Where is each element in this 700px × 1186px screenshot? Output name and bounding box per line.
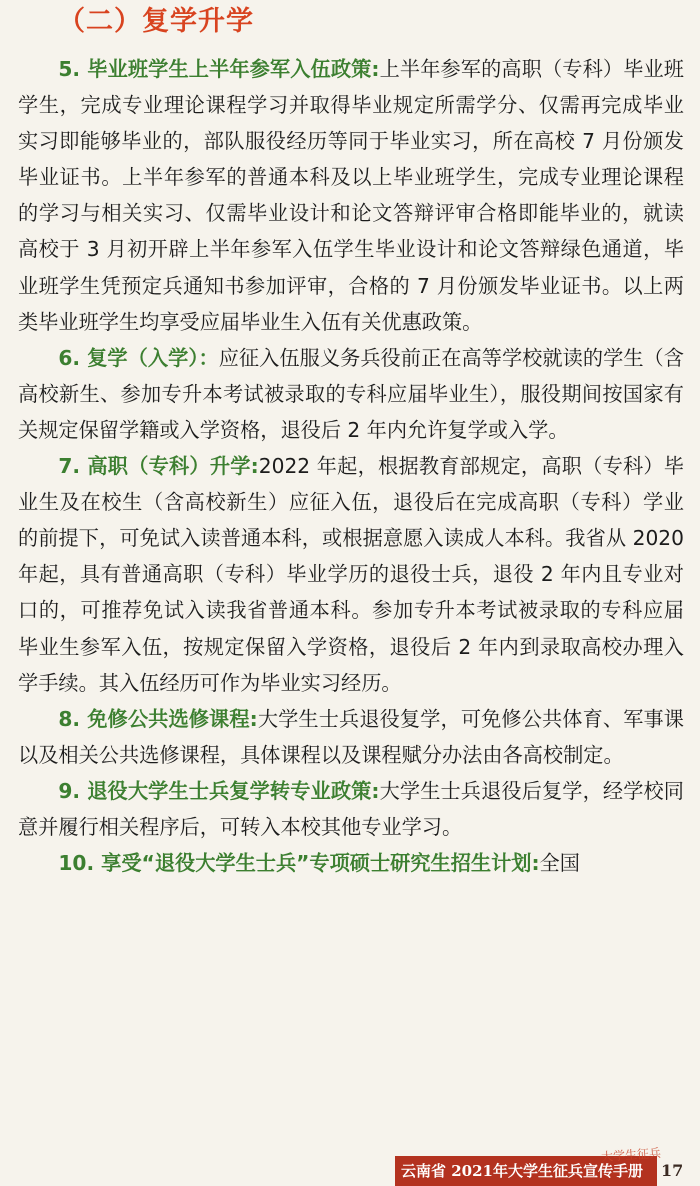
policy-heading: 10. 享受“退役大学生士兵”专项硕士研究生招生计划: <box>58 851 540 876</box>
policy-body: 大学生士兵退役复学，可免修公共体育、军事课以及相关公共选修课程，具体课程以及课程赋分办法由各高校制定。 <box>18 706 684 767</box>
policy-body: 全国 <box>539 851 580 876</box>
policy-body: 上半年参军的高职（专科）毕业班学生，完成专业理论课程学习并取得毕业规定所需学分、仅需再完成毕业实习即能够毕业的，部队服役经历等同于毕业实习，所在高校 7 月份颁发毕业证书。上半年参军的普通本科及以上毕业班学生，完成专业理论课程的学习与相关实习、仅需毕业设计和论文答辩评审合格即能毕业的，就读高校于 3 月初开辟上半年参军入伍学生毕业设计和论文答辩绿色通道，毕业班学生凭预定兵通知书参加评审，合格的 7 月份颁发毕业证书。以上两类毕业班学生均享受应届毕业生入伍有关优惠政策。 <box>18 57 684 334</box>
policy-item-6 <box>18 340 684 448</box>
policy-item-8 <box>18 701 684 773</box>
policy-heading: 9. 退役大学生士兵复学转专业政策: <box>58 778 380 803</box>
handbook-footer <box>395 1146 700 1186</box>
page-number: 17 <box>661 1161 684 1180</box>
policy-heading: 6. 复学（入学）： <box>58 345 219 370</box>
policy-heading: 5. 毕业班学生上半年参军入伍政策: <box>58 57 380 81</box>
policy-body: 大学生士兵退役后复学，经学校同意并履行相关程序后，可转入本校其他专业学习。 <box>18 778 684 839</box>
footer-title: 云南省 2021年大学生征兵宣传手册 <box>401 1162 643 1180</box>
policy-body: 2022 年起，根据教育部规定，高职（专科）毕业生及在校生（含高校新生）应征入伍，退役后在完成高职（专科）学业的前提下，可免试入读普通本科，或根据意愿入读成人本科。我省从 2020 年起，具有普通高职（专科）毕业学历的退役士兵，退役 2 年内且专业对口的，可推荐免试入读我省普通本科。参加专升本考试被录取的专科应届毕业生参军入伍，按规定保留入学资格，退役后 2 年内到录取高校办理入学手续。其入伍经历可作为毕业实习经历。 <box>18 454 684 695</box>
policy-heading: 7. 高职（专科）升学: <box>58 454 259 479</box>
footer-stamp: 大学生征兵 <box>600 1145 662 1165</box>
section-title: （二）复学升学 <box>58 6 254 37</box>
policy-item-9 <box>18 773 684 845</box>
policy-body: 应征入伍服义务兵役前正在高等学校就读的学生（含高校新生、参加专升本考试被录取的专科应届毕业生），服役期间按国家有关规定保留学籍或入学资格，退役后 2 年内允许复学或入学。 <box>18 345 684 442</box>
policy-list <box>18 51 684 881</box>
policy-item-7 <box>18 448 684 701</box>
policy-item-5 <box>18 51 684 340</box>
policy-heading: 8. 免修公共选修课程: <box>58 706 258 731</box>
policy-item-10 <box>18 845 684 881</box>
